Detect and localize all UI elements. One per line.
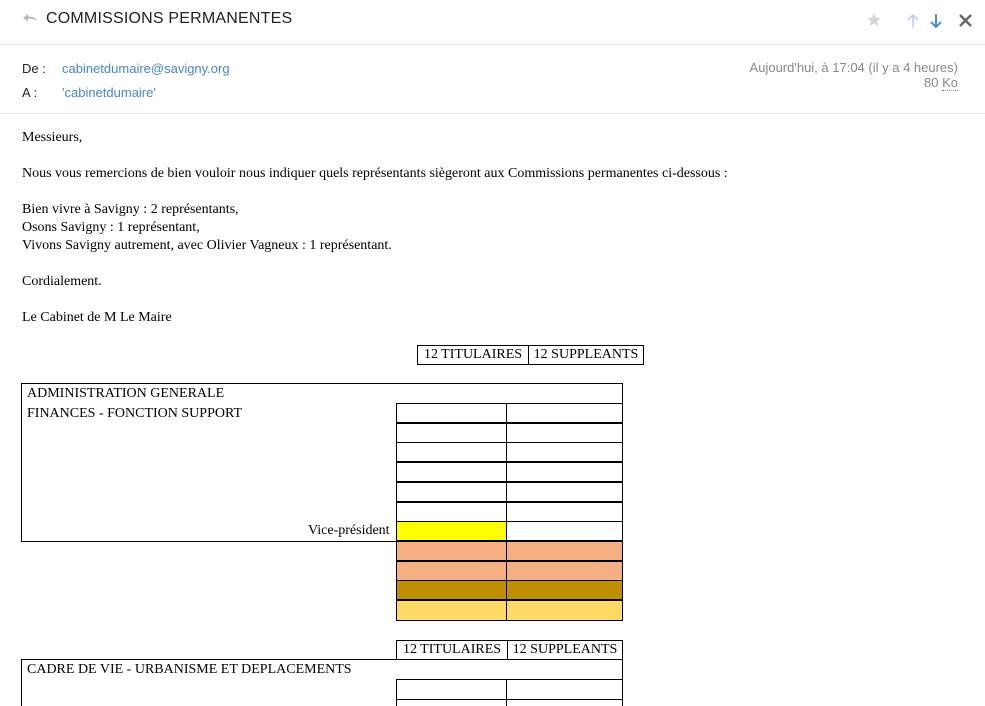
- grid-row: [396, 423, 622, 443]
- body-line: Vivons Savigny autrement, avec Olivier Vagneux : 1 représentant.: [22, 238, 392, 253]
- suppleant-cell[interactable]: [506, 541, 623, 561]
- titulaire-cell[interactable]: [396, 541, 507, 561]
- titulaire-cell[interactable]: [396, 502, 507, 522]
- suppleant-cell[interactable]: [506, 462, 623, 482]
- suppleant-cell[interactable]: [506, 521, 623, 541]
- intro-paragraph: Nous vous remercions de bien vouloir nous indiquer quels représentants siègeront aux Commissions permanentes ci-dessous :: [22, 166, 728, 181]
- grid-row: [396, 403, 622, 423]
- grid-row: [396, 442, 622, 462]
- to-address-link[interactable]: 'cabinetdumaire': [62, 85, 156, 100]
- suppleant-cell[interactable]: [506, 442, 623, 462]
- suppleant-cell[interactable]: [506, 502, 623, 522]
- titulaire-cell[interactable]: [396, 561, 507, 581]
- message-date: Aujourd'hui, à 17:04 (il y a 4 heures): [749, 60, 958, 75]
- grid-row: [396, 699, 622, 706]
- suppleant-cell[interactable]: [506, 482, 623, 502]
- titulaire-cell[interactable]: [396, 679, 507, 700]
- arrow-up-icon[interactable]: [906, 13, 920, 29]
- header-titulaires: 12 TITULAIRES: [402, 642, 502, 657]
- header-suppleants: 12 SUPPLEANTS: [507, 641, 622, 659]
- grid-row: [396, 482, 622, 502]
- suppleant-cell[interactable]: [506, 423, 623, 443]
- suppleant-cell[interactable]: [506, 679, 623, 700]
- grid-row-vice-president: [396, 521, 622, 541]
- message-meta: [0, 46, 985, 114]
- titulaire-cell[interactable]: [396, 403, 507, 423]
- header-titulaires: 12 TITULAIRES: [423, 347, 523, 362]
- vice-president-label: Vice-président: [308, 523, 390, 538]
- greeting: Messieurs,: [22, 130, 83, 145]
- grid-row: [396, 580, 622, 600]
- close-icon[interactable]: [958, 13, 973, 28]
- suppleant-cell[interactable]: [506, 403, 623, 423]
- commission-subtitle: FINANCES - FONCTION SUPPORT: [27, 406, 243, 421]
- message-size: [924, 75, 958, 90]
- arrow-down-icon[interactable]: [929, 13, 943, 29]
- titulaire-cell[interactable]: [396, 600, 507, 621]
- signature: Le Cabinet de M Le Maire: [22, 310, 172, 325]
- header-suppleants: 12 SUPPLEANTS: [528, 346, 643, 364]
- table-header-1: [417, 345, 644, 365]
- titulaire-cell[interactable]: [396, 580, 507, 600]
- size-unit: Ko: [942, 75, 958, 90]
- grid-row: [396, 462, 622, 482]
- suppleant-cell[interactable]: [506, 699, 623, 706]
- grid-row: [396, 561, 622, 581]
- to-label: A :: [22, 85, 38, 100]
- titulaire-cell[interactable]: [396, 423, 507, 443]
- vice-president-titulaire-cell[interactable]: [396, 521, 507, 541]
- suppleant-cell[interactable]: [506, 580, 623, 600]
- grid-row: [396, 600, 622, 621]
- suppleant-cell[interactable]: [506, 561, 623, 581]
- closing: Cordialement.: [22, 274, 102, 289]
- grid-row: [396, 541, 622, 561]
- from-address-link[interactable]: cabinetdumaire@savigny.org: [62, 61, 230, 76]
- titulaire-cell[interactable]: [396, 699, 507, 706]
- titulaire-cell[interactable]: [396, 462, 507, 482]
- titulaire-cell[interactable]: [396, 442, 507, 462]
- commission-title: ADMINISTRATION GENERALE: [27, 386, 225, 401]
- grid-row: [396, 679, 622, 700]
- body-line: Bien vivre à Savigny : 2 représentants,: [22, 202, 239, 217]
- suppleant-cell[interactable]: [506, 600, 623, 621]
- titulaire-cell[interactable]: [396, 482, 507, 502]
- from-label: De :: [22, 61, 46, 76]
- message-header-bar: [0, 0, 985, 45]
- table-header-2: [396, 640, 623, 660]
- grid-row: [396, 502, 622, 522]
- body-line: Osons Savigny : 1 représentant,: [22, 220, 200, 235]
- star-icon[interactable]: [866, 12, 882, 28]
- message-subject: COMMISSIONS PERMANENTES: [46, 10, 293, 27]
- commission-title: CADRE DE VIE - URBANISME ET DEPLACEMENTS: [27, 662, 352, 677]
- size-value: 80: [924, 75, 939, 90]
- reply-icon[interactable]: [22, 12, 38, 26]
